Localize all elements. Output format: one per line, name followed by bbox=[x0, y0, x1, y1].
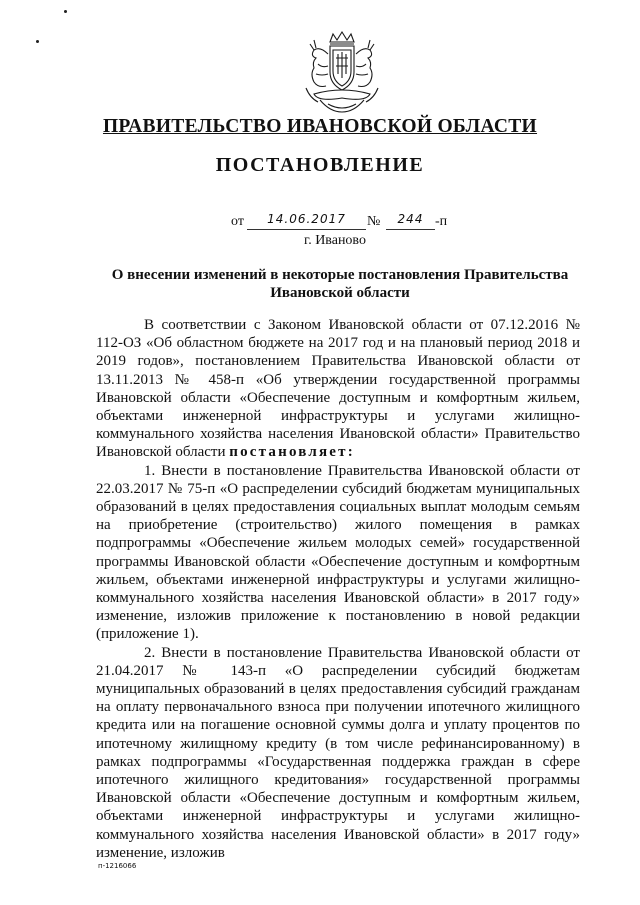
number-value: 244 bbox=[386, 212, 435, 230]
number-label: № bbox=[367, 214, 381, 229]
number-suffix: -п bbox=[435, 214, 448, 229]
preamble-text: В соответствии с Законом Ивановской области от 07.12.2016 № 112-ОЗ «Об областном бюджете на 2017 год и на плановый период 2018 и 2019 годов», постановлением Правительства Ивановской области от 13.11.2013 № 458-п «Об утверждении государственной программы Ивановской области «Обеспечение доступным и комфортным жильем, объектами инженерной инфраструктуры и услугами жилищно-коммунального хозяйства населения Ивановской области» Правительство Ивановской области bbox=[96, 317, 580, 461]
government-title: ПРАВИТЕЛЬСТВО ИВАНОВСКОЙ ОБЛАСТИ bbox=[102, 116, 538, 137]
paragraph-preamble bbox=[96, 316, 580, 462]
scan-mark bbox=[36, 40, 39, 43]
document-heading: О внесении изменений в некоторые постановления Правительства Ивановской области bbox=[111, 267, 569, 301]
document-body bbox=[96, 316, 580, 862]
date-value: 14.06.2017 bbox=[247, 212, 366, 230]
date-number-line bbox=[0, 212, 640, 234]
document-type: ПОСТАНОВЛЕНИЕ bbox=[215, 154, 425, 176]
decree-keyword: постановляет: bbox=[229, 444, 355, 461]
coat-of-arms-icon bbox=[300, 28, 384, 116]
paragraph-1: 1. Внести в постановление Правительства Ивановской области от 22.03.2017 № 75-п «О распределении субсидий бюджетам муниципальных образований в целях предоставления социальных выплат молодым семьям на приобретение (строительство) жилого помещения в рамках подпрограммы «Обеспечение жильем молодых семей» государственной программы Ивановской области «Обеспечение доступным и комфортным жильем, объектами инженерной инфраструктуры и услугами жилищно-коммунального хозяйства населения Ивановской области» в 2017 году» изменение, изложив приложение к постановлению в новой редакции (приложение 1). bbox=[96, 462, 580, 643]
paragraph-2: 2. Внести в постановление Правительства Ивановской области от 21.04.2017 № 143-п «О распределении субсидий бюджетам муниципальных образований в целях предоставления субсидий гражданам на оплату первоначального взноса при получении ипотечного жилищного кредита или на погашение основной суммы долга и уплату процентов по ипотечному жилищному кредиту (в том числе рефинансированному) в рамках подпрограммы «Государственная поддержка граждан в сфере ипотечного жилищного кредитования» государственной программы Ивановской области «Обеспечение доступным и комфортным жильем, объектами инженерной инфраструктуры и услугами жилищно-коммунального хозяйства населения Ивановской области» в 2017 году» изменение, изложив bbox=[96, 644, 580, 861]
date-label: от bbox=[231, 214, 244, 229]
document-code: п-1216066 bbox=[98, 862, 137, 870]
scan-mark bbox=[64, 10, 67, 13]
city: г. Иваново bbox=[304, 233, 366, 248]
